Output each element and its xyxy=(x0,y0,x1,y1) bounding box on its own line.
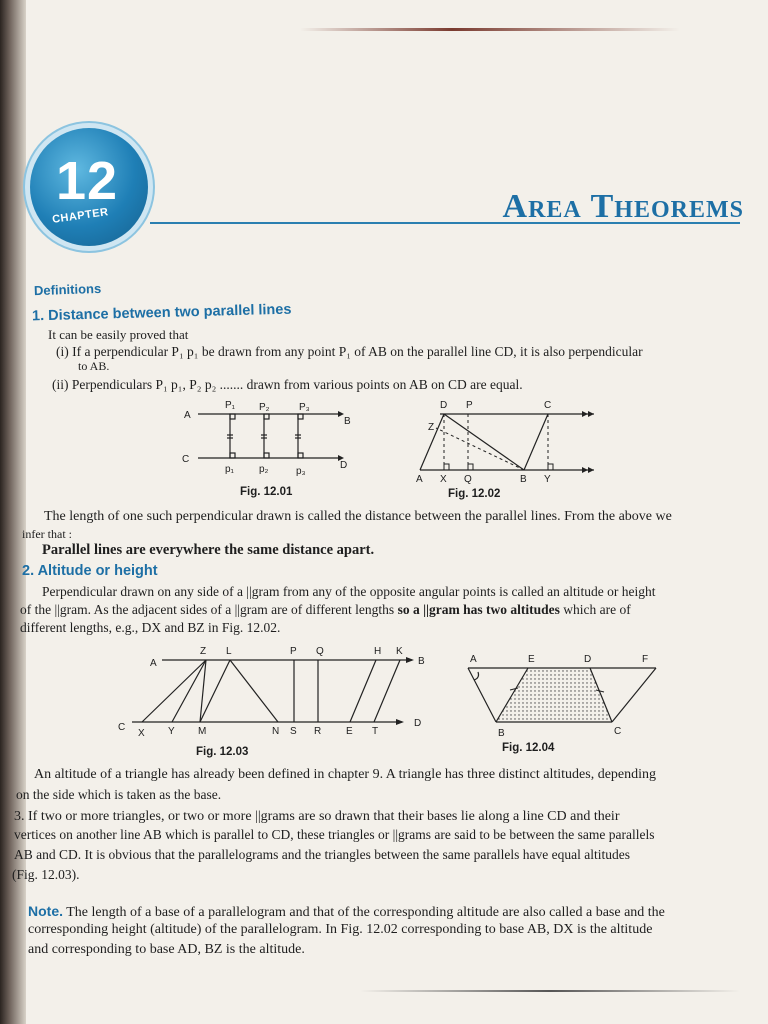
para1-line1: The length of one such perpendicular drawn is called the distance between the parallel lines. From the above we xyxy=(44,509,672,524)
section-1-intro: It can be easily proved that xyxy=(48,327,189,342)
fig1-label-C: C xyxy=(182,454,190,465)
note-line1-text: The length of a base of a parallelogram and that of the corresponding altitude are also called a base and the xyxy=(63,905,665,920)
fig3-label-H: H xyxy=(374,646,382,657)
fig2-label-B: B xyxy=(520,474,527,485)
figure-12-03 xyxy=(112,640,432,740)
fig-12-04-caption: Fig. 12.04 xyxy=(502,742,555,754)
fig3-label-A: A xyxy=(150,658,157,669)
fig4-label-E: E xyxy=(528,654,535,665)
fig1-label-P3: P₃ xyxy=(299,402,310,413)
fig1-label-D: D xyxy=(340,460,348,471)
section-1-item-i: (i) If a perpendicular P₁ p₁ be drawn from any point P₁ of AB on the parallel line CD, it is also perpendicular xyxy=(56,344,643,359)
figure-12-04 xyxy=(462,650,662,742)
section-2-line2a: of the ||gram. As the adjacent sides of a ||gram are of different lengths xyxy=(20,602,398,617)
section-1-item-ii: (ii) Perpendiculars P₁ p₁, P₂ p₂ ....... drawn from various points on AB on CD are equal. xyxy=(52,377,523,392)
para2-line2: on the side which is taken as the base. xyxy=(16,787,222,802)
fig3-label-P: P xyxy=(290,646,297,657)
fig-12-03-caption: Fig. 12.03 xyxy=(196,746,249,758)
section-2-line3: different lengths, e.g., DX and BZ in Fig. 12.02. xyxy=(20,620,281,635)
fig4-label-B: B xyxy=(498,728,505,739)
bottom-rule xyxy=(360,990,740,992)
fig3-label-Q: Q xyxy=(316,646,324,657)
fig3-label-N: N xyxy=(272,726,280,737)
section-3-line3: AB and CD. It is obvious that the parallelograms and the triangles between the same parallels have equal altitudes xyxy=(14,847,630,862)
para1-bold: Parallel lines are everywhere the same distance apart. xyxy=(42,542,375,558)
chapter-title: Area Theorems xyxy=(502,188,744,225)
section-3-line1: 3. If two or more triangles, or two or more ||grams are so drawn that their bases lie along a line CD and their xyxy=(14,809,620,824)
fig-12-01-caption: Fig. 12.01 xyxy=(240,486,293,498)
para1-line2: infer that : xyxy=(22,527,72,541)
fig4-label-D: D xyxy=(584,654,592,665)
section-2-line2 xyxy=(20,601,760,619)
chapter-label: CHAPTER xyxy=(51,206,110,226)
fig3-label-C: C xyxy=(118,722,126,733)
section-1-heading: 1. Distance between two parallel lines xyxy=(31,301,292,325)
note-line2: corresponding height (altitude) of the parallelogram. In Fig. 12.02 corresponding to base AB, DX is the altitude xyxy=(28,922,653,937)
figure-12-01 xyxy=(178,398,358,478)
fig2-label-X: X xyxy=(440,474,447,485)
fig3-label-D: D xyxy=(414,718,422,729)
fig3-label-K: K xyxy=(396,646,403,657)
fig3-label-S: S xyxy=(290,726,297,737)
para2-line1: An altitude of a triangle has already been defined in chapter 9. A triangle has three distinct altitudes, depending xyxy=(34,767,657,782)
fig4-label-A: A xyxy=(470,654,477,665)
fig1-label-P2: P₂ xyxy=(259,402,270,413)
fig2-label-P: P xyxy=(466,400,473,411)
fig3-label-M: M xyxy=(198,726,207,737)
note-line1 xyxy=(28,902,758,922)
fig4-label-C: C xyxy=(614,726,622,737)
section-2-line2b: so a ||gram has two altitudes xyxy=(397,602,560,617)
section-1-item-i-cont: to AB. xyxy=(78,359,110,373)
fig3-label-Z: Z xyxy=(200,646,207,657)
fig3-label-Y: Y xyxy=(168,726,175,737)
note-line3: and corresponding to base AD, BZ is the altitude. xyxy=(28,942,305,957)
fig-12-02-caption: Fig. 12.02 xyxy=(448,488,501,500)
fig3-label-L: L xyxy=(226,646,232,657)
fig1-label-P1: P₁ xyxy=(225,400,236,411)
fig2-label-Z: Z xyxy=(428,422,435,433)
fig3-label-X: X xyxy=(138,728,145,739)
fig3-label-B: B xyxy=(418,656,425,667)
fig3-label-R: R xyxy=(314,726,322,737)
fig1-label-p1: p₁ xyxy=(225,464,234,475)
section-2-line1: Perpendicular drawn on any side of a ||gram from any of the opposite angular points is called an altitude or height xyxy=(42,584,656,599)
fig2-label-C: C xyxy=(544,400,552,411)
section-2-heading: 2. Altitude or height xyxy=(22,563,158,579)
fig1-label-p3: p₃ xyxy=(296,466,306,477)
fig3-label-E: E xyxy=(346,726,353,737)
chapter-number: 12 xyxy=(55,151,119,211)
note-label: Note. xyxy=(28,903,63,919)
definitions-heading: Definitions xyxy=(33,280,102,299)
top-rule xyxy=(300,28,680,31)
section-2-line2c: which are of xyxy=(559,602,631,617)
fig1-label-p2: p₂ xyxy=(259,464,269,475)
fig2-label-Q: Q xyxy=(464,474,472,485)
section-3-line4: (Fig. 12.03). xyxy=(12,867,80,882)
fig4-label-F: F xyxy=(642,654,649,665)
fig2-label-D: D xyxy=(440,400,448,411)
figure-12-02 xyxy=(408,398,604,486)
fig2-label-A: A xyxy=(416,474,423,485)
fig1-label-A: A xyxy=(184,410,191,421)
fig3-label-T: T xyxy=(372,726,379,737)
fig2-label-Y: Y xyxy=(544,474,551,485)
fig1-label-B: B xyxy=(344,416,351,427)
section-3-line2: vertices on another line AB which is parallel to CD, these triangles or ||grams are said to be between the same parallels xyxy=(14,827,655,842)
